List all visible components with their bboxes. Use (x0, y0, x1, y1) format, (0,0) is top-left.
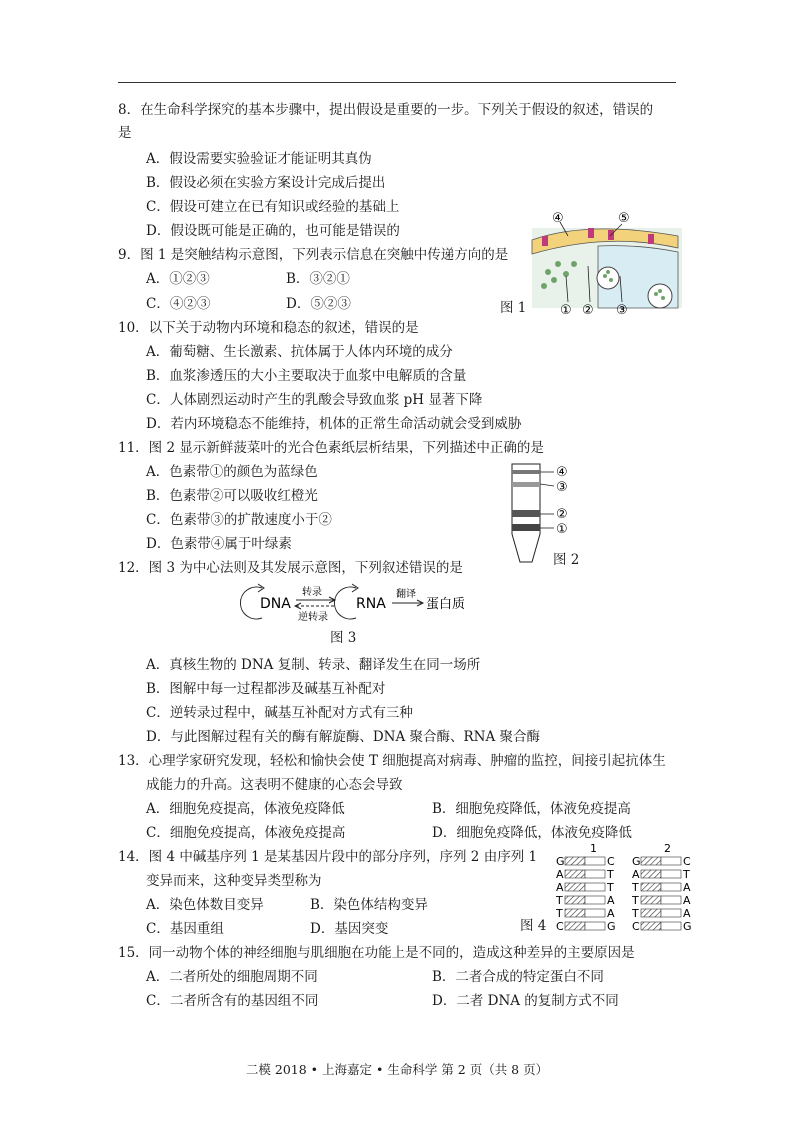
q13-stem-cont: 成能力的升高。这表明不健康的心态会导致 (146, 777, 403, 793)
seq1-base-left: G (556, 855, 565, 868)
q12-option-c: C．逆转录过程中，碱基互补配对方式有三种 (146, 705, 413, 721)
seq2-base-left: T (632, 881, 639, 894)
label-4: ④ (556, 465, 568, 480)
q14-option-b: B．染色体结构变异 (310, 897, 428, 913)
q15-stem: 15．同一动物个体的神经细胞与肌细胞在功能上是不同的，造成这种差异的主要原因是 (118, 945, 635, 961)
vesicle (551, 277, 557, 283)
seq1-bond-right (585, 922, 605, 930)
seq2-bond-left (641, 857, 661, 865)
seq1-bond-left (565, 857, 585, 865)
seq1-base-left: A (556, 881, 564, 894)
figure-1-caption: 图 1 (500, 300, 527, 316)
figure-4-base-sequences (554, 842, 702, 934)
q14-option-a: A．染色体数目变异 (146, 897, 264, 913)
label-2: ② (556, 507, 568, 522)
page-footer: 二模 2018 • 上海嘉定 • 生命科学 第 2 页（共 8 页） (245, 1062, 549, 1077)
figure-4-caption: 图 4 (520, 918, 547, 934)
receptor (588, 228, 594, 238)
q10-option-d: D．若内环境稳态不能维持，机体的正常生命活动就会受到威胁 (146, 416, 522, 432)
seq1-base-left: T (556, 894, 563, 907)
receptor (542, 236, 548, 246)
q12-option-d: D．与此图解过程有关的酶有解旋酶、DNA 聚合酶、RNA 聚合酶 (146, 729, 541, 745)
sequence-1 (555, 855, 616, 933)
seq1-base-left: C (556, 920, 564, 933)
q9-option-b: B．③②① (286, 271, 350, 287)
band-1 (512, 524, 540, 531)
label-3: ③ (556, 480, 568, 495)
seq1-base-left: A (556, 868, 564, 881)
seq1-base-right: A (607, 894, 615, 907)
seq1-base-right: G (607, 920, 616, 933)
seq1-bond-right (585, 870, 605, 878)
seq1-label: 1 (590, 842, 597, 855)
q11-option-c: C．色素带③的扩散速度小于② (146, 512, 332, 528)
seq1-bond-right (585, 883, 605, 891)
seq2-base-right: T (683, 868, 690, 881)
seq2-base-right: C (683, 855, 691, 868)
seq1-bond-left (565, 896, 585, 904)
q11-option-d: D．色素带④属于叶绿素 (146, 536, 292, 552)
translation-label: 翻译 (396, 589, 416, 600)
label-5: ⑤ (618, 211, 630, 226)
band-4 (512, 470, 540, 474)
rna-label: RNA (356, 596, 386, 612)
q14-stem-cont: 变异而来，这种变异类型称为 (146, 873, 322, 889)
q13-stem: 13．心理学家研究发现，轻松和愉快会使 T 细胞提高对病毒、肿瘤的监控，间接引起抗体生 (118, 753, 666, 769)
header-rule (118, 82, 676, 83)
seq2-bond-right (661, 909, 681, 917)
q13-option-d: D．细胞免疫降低，体液免疫降低 (432, 825, 632, 841)
vesicle (545, 269, 551, 275)
q12-option-b: B．图解中每一过程都涉及碱基互补配对 (146, 681, 386, 697)
q12-option-a: A．真核生物的 DNA 复制、转录、翻译发生在同一场所 (146, 657, 481, 673)
q9-option-c: C．④②③ (146, 296, 211, 312)
seq2-base-left: G (632, 855, 641, 868)
seq1-bond-left (565, 922, 585, 930)
seq1-base-right: T (607, 868, 614, 881)
q14-stem: 14．图 4 中碱基序列 1 是某基因片段中的部分序列，序列 2 由序列 1 (118, 849, 538, 865)
q10-option-c: C．人体剧烈运动时产生的乳酸会导致血浆 pH 显著下降 (146, 392, 483, 408)
vesicle (571, 261, 577, 267)
reverse-transcription-label: 逆转录 (298, 612, 328, 623)
seq1-bond-left (565, 870, 585, 878)
dna-label: DNA (260, 596, 291, 612)
q13-option-b: B．细胞免疫降低，体液免疫提高 (432, 801, 631, 817)
seq2-label: 2 (664, 842, 671, 855)
q15-option-a: A．二者所处的细胞周期不同 (146, 969, 318, 985)
seq2-bond-left (641, 870, 661, 878)
q13-option-c: C．细胞免疫提高，体液免疫提高 (146, 825, 346, 841)
seq2-bond-left (641, 909, 661, 917)
transcription-label: 转录 (302, 587, 322, 598)
label-4: ④ (552, 211, 564, 226)
band-3 (512, 482, 540, 487)
figure-2-caption: 图 2 (553, 552, 580, 568)
seq1-base-right: C (607, 855, 615, 868)
q10-stem: 10．以下关于动物内环境和稳态的叙述，错误的是 (118, 320, 419, 336)
q8-option-c: C．假设可建立在已有知识或经验的基础上 (146, 199, 400, 215)
q10-option-a: A．葡萄糖、生长激素、抗体属于人体内环境的成分 (146, 344, 453, 360)
label-2: ② (582, 303, 594, 316)
seq2-base-right: A (683, 907, 691, 920)
seq2-base-left: T (632, 894, 639, 907)
seq1-bond-right (585, 896, 605, 904)
q9-stem: 9．图 1 是突触结构示意图，下列表示信息在突触中传递方向的是 (118, 247, 509, 263)
seq1-base-right: T (607, 881, 614, 894)
seq2-base-left: T (632, 907, 639, 920)
q15-option-c: C．二者所含有的基因组不同 (146, 993, 319, 1009)
seq2-bond-left (641, 883, 661, 891)
seq2-bond-right (661, 857, 681, 865)
label-1: ① (556, 522, 568, 537)
q8-stem-cont: 是 (118, 125, 132, 141)
label-3: ③ (616, 303, 628, 316)
seq2-base-right: G (683, 920, 692, 933)
vesicle (555, 261, 561, 267)
seq1-bond-right (585, 857, 605, 865)
q14-option-d: D．基因突变 (310, 921, 389, 937)
sequence-2 (631, 855, 692, 933)
seq2-bond-left (641, 922, 661, 930)
seq1-base-right: A (607, 907, 615, 920)
receptor (648, 234, 654, 244)
q15-option-b: B．二者合成的特定蛋白不同 (432, 969, 604, 985)
q9-option-d: D．⑤②③ (286, 296, 351, 312)
seq2-base-left: C (632, 920, 640, 933)
q10-option-b: B．血浆渗透压的大小主要取决于血浆中电解质的含量 (146, 368, 467, 384)
q8-stem: 8．在生命科学探究的基本步骤中，提出假设是重要的一步。下列关于假设的叙述，错误的 (118, 102, 654, 118)
figure-3-central-dogma (234, 580, 484, 626)
protein-label: 蛋白质 (426, 597, 466, 612)
q9-option-a: A．①②③ (146, 271, 210, 287)
seq2-bond-right (661, 870, 681, 878)
seq2-base-right: A (683, 894, 691, 907)
q11-stem: 11．图 2 显示新鲜菠菜叶的光合色素纸层析结果，下列描述中正确的是 (118, 440, 544, 456)
q11-option-a: A．色素带①的颜色为蓝绿色 (146, 464, 318, 480)
band-2 (512, 510, 540, 517)
seq2-bond-right (661, 883, 681, 891)
seq2-base-right: A (683, 881, 691, 894)
q8-option-a: A．假设需要实验验证才能证明其真伪 (146, 151, 372, 167)
q11-option-b: B．色素带②可以吸收红橙光 (146, 488, 318, 504)
vesicle (541, 283, 547, 289)
figure-1-synapse (528, 206, 688, 316)
q8-option-b: B．假设必须在实验方案设计完成后提出 (146, 175, 386, 191)
seq2-base-left: A (632, 868, 640, 881)
figure-3-caption: 图 3 (330, 630, 357, 646)
seq2-bond-left (641, 896, 661, 904)
q14-option-c: C．基因重组 (146, 921, 224, 937)
synaptic-vesicle (648, 284, 672, 308)
label-1: ① (560, 303, 572, 316)
seq1-bond-right (585, 909, 605, 917)
seq1-bond-left (565, 883, 585, 891)
seq1-base-left: T (556, 907, 563, 920)
q12-stem: 12．图 3 为中心法则及其发展示意图，下列叙述错误的是 (118, 560, 463, 576)
seq1-bond-left (565, 909, 585, 917)
q13-option-a: A．细胞免疫提高，体液免疫降低 (146, 801, 345, 817)
q8-option-d: D．假设既可能是正确的，也可能是错误的 (146, 223, 400, 239)
q15-option-d: D．二者 DNA 的复制方式不同 (432, 993, 619, 1009)
seq2-bond-right (661, 922, 681, 930)
seq2-bond-right (661, 896, 681, 904)
